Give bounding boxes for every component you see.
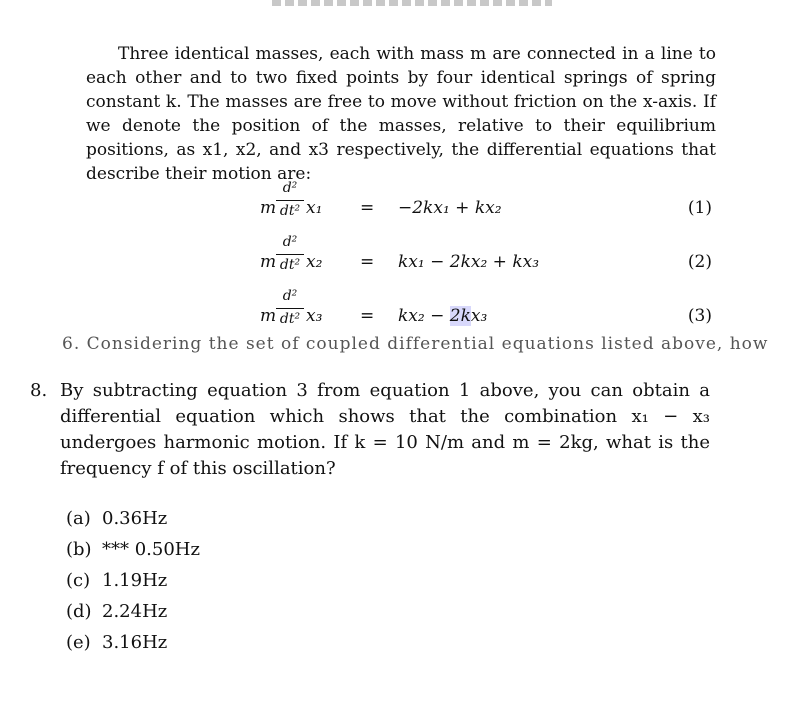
choice-e[interactable]: (e) 3.16Hz <box>66 632 168 653</box>
intro-paragraph <box>86 42 716 186</box>
equation-1-number: (1) <box>687 198 712 218</box>
equation-2-rhs: kx₁ − 2kx₂ + kx₃ <box>398 252 540 272</box>
equation-2-number: (2) <box>687 252 712 272</box>
equation-block <box>250 176 720 338</box>
equation-3-rhs: kx₂ − 2kx₃ <box>398 306 488 326</box>
answer-choices <box>66 508 466 663</box>
equation-2: m d² dt² x₂ = kx₁ − 2kx₂ + kx₃ (2) <box>260 234 712 273</box>
question-text: By subtracting equation 3 from equation 1 above, you can obtain a differential equation which shows that the combination x₁ − x₃ undergoes harmonic motion. If k = 10 N/m and m = 2kg, what is the frequency f of this oscillation? <box>60 380 710 479</box>
choice-a[interactable]: (a) 0.36Hz <box>66 508 168 529</box>
question-8 <box>30 378 710 482</box>
equation-1: m d² dt² x₁ = −2kx₁ + kx₂ (1) <box>260 180 712 219</box>
question-number: 8. <box>30 380 48 401</box>
choice-d[interactable]: (d) 2.24Hz <box>66 601 168 622</box>
equation-3: m d² dt² x₃ = kx₂ − 2kx₃ (3) <box>260 288 712 327</box>
cropped-text-fragment <box>272 0 552 6</box>
cropped-question-line: 6. Considering the set of coupled differential equations listed above, how <box>62 334 769 354</box>
choice-c[interactable]: (c) 1.19Hz <box>66 570 168 591</box>
equation-3-number: (3) <box>687 306 712 326</box>
intro-text: Three identical masses, each with mass m are connected in a line to each other and to two fixed points by four identical springs of spring constant k. The masses are free to move without friction on the x-axis. If we denote the position of the masses, relative to their equilibrium positions, as x1, x2, and x3 respectively, the differential equations that describe their motion are: <box>86 44 716 184</box>
text-selection-highlight: 2k <box>449 306 471 326</box>
equation-1-rhs: −2kx₁ + kx₂ <box>398 198 502 218</box>
choice-b[interactable]: (b) *** 0.50Hz <box>66 539 200 560</box>
